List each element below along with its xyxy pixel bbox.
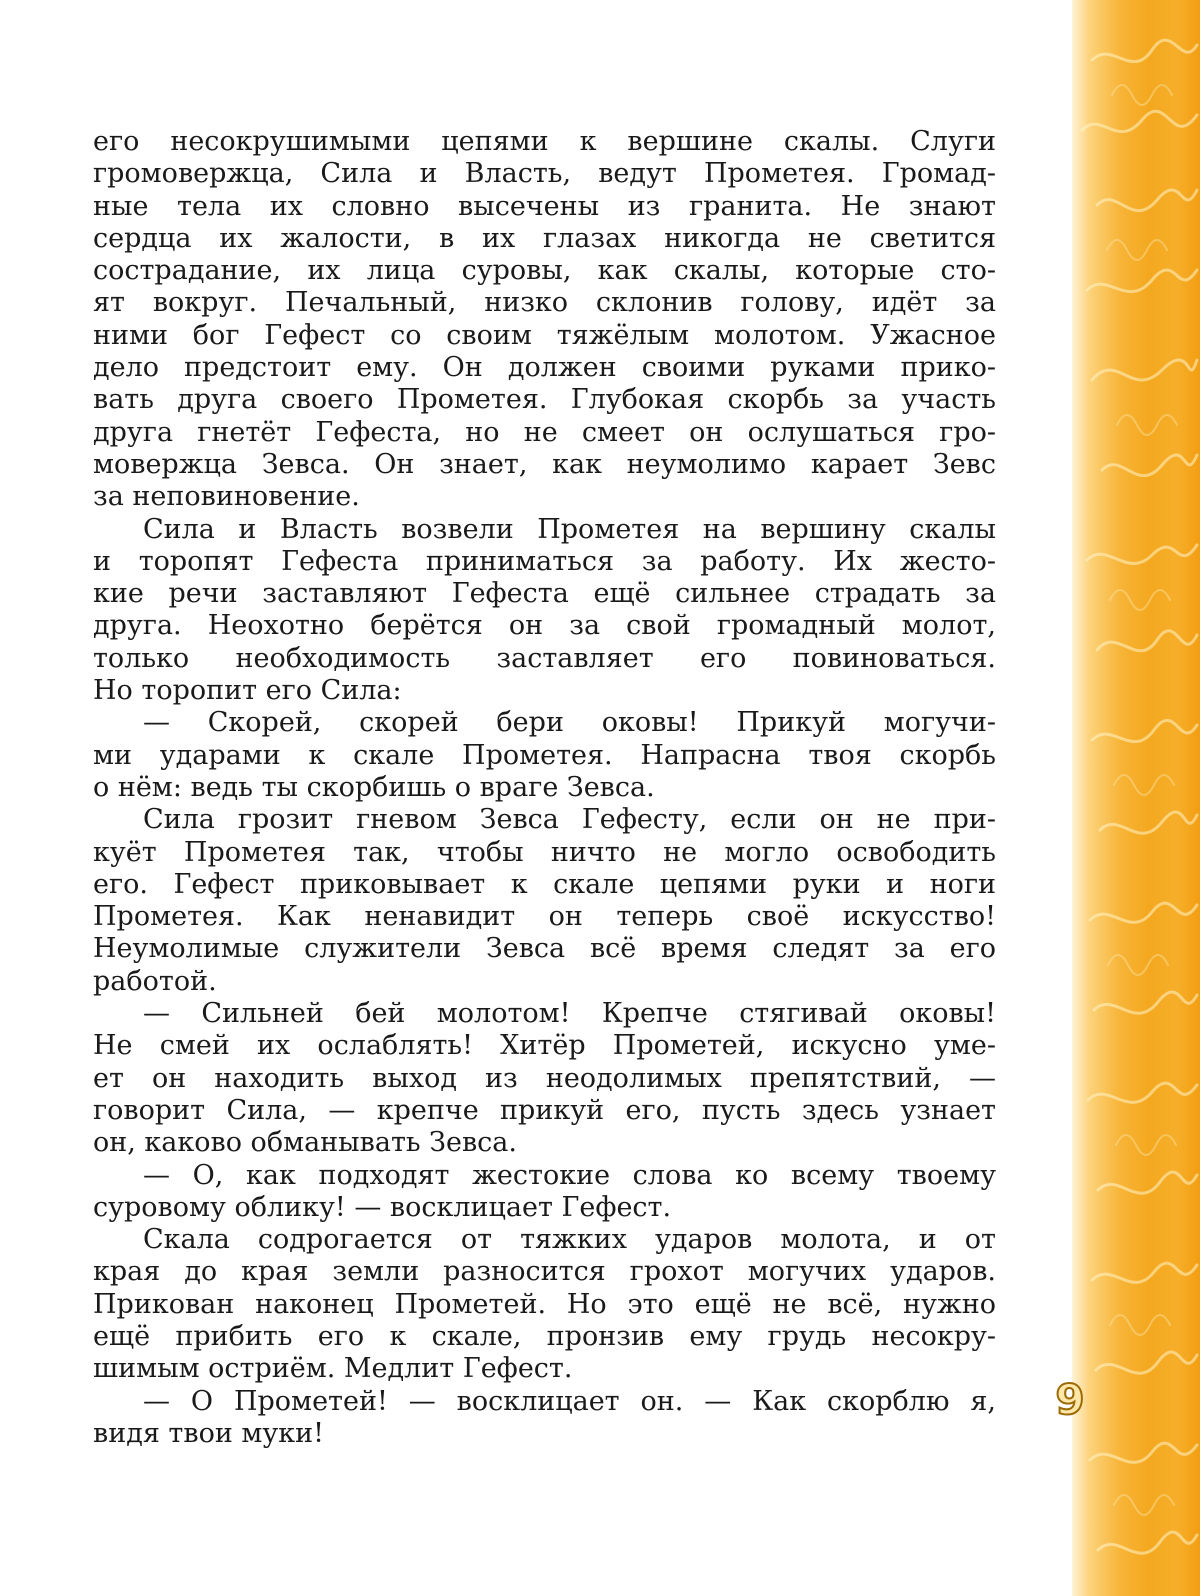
text-line: — Сильней бей молотом! Крепче стягивай оковы! xyxy=(143,998,996,1030)
text-line: дело предстоит ему. Он должен своими руками прико- xyxy=(93,352,996,384)
text-line: только необходимость заставляет его повиноваться. xyxy=(93,642,996,674)
text-line: Скала содрогается от тяжких ударов молота, и от xyxy=(143,1224,996,1256)
text-line: вать друга своего Прометея. Глубокая скорбь за участь xyxy=(93,384,996,416)
text-line: говорит Сила, — крепче прикуй его, пусть здесь узнает xyxy=(93,1094,996,1126)
text-line: громовержца, Сила и Власть, ведут Прометея. Громад- xyxy=(93,158,996,190)
text-line: друга. Неохотно берётся он за свой громадный молот, xyxy=(93,610,996,642)
paragraph xyxy=(93,998,996,1159)
text-line: ми ударами к скале Прометея. Напрасна твоя скорбь xyxy=(93,739,996,771)
text-line: его. Гефест приковывает к скале цепями руки и ноги xyxy=(93,868,996,900)
text-line: ные тела их словно высечены из гранита. Не знают xyxy=(93,190,996,222)
text-line: он, каково обманывать Зевса. xyxy=(93,1127,517,1159)
text-line: Сила грозит гневом Зевса Гефесту, если он не при- xyxy=(143,804,996,836)
paragraph xyxy=(93,804,996,998)
paragraph xyxy=(93,1160,996,1225)
text-line: Прометея. Как ненавидит он теперь своё искусство! xyxy=(93,901,996,933)
paragraph xyxy=(93,707,996,804)
text-line: Неумолимые служители Зевса всё время следят за его xyxy=(93,933,996,965)
text-line: и торопят Гефеста приниматься за работу. Их жесто- xyxy=(93,545,996,577)
page-number: 9 xyxy=(1055,1375,1085,1424)
text-line: шимым остриём. Медлит Гефест. xyxy=(93,1353,573,1385)
text-line: мовержца Зевса. Он знает, как неумолимо карает Зевс xyxy=(93,448,996,480)
text-line: Прикован наконец Прометей. Но это ещё не всё, нужно xyxy=(93,1288,996,1320)
text-line: ет он находить выход из неодолимых препятствий, — xyxy=(93,1062,996,1094)
text-line: Но торопит его Сила: xyxy=(93,675,402,707)
paragraph xyxy=(93,126,996,514)
main-text xyxy=(93,126,996,1450)
text-line: друга гнетёт Гефеста, но не смеет он ослушаться гро- xyxy=(93,416,996,448)
text-line: сердца их жалости, в их глазах никогда не светится xyxy=(93,222,996,254)
paragraph xyxy=(93,1224,996,1385)
text-line: работой. xyxy=(93,965,217,997)
text-line: кие речи заставляют Гефеста ещё сильнее страдать за xyxy=(93,578,996,610)
text-line: Сила и Власть возвели Прометея на вершину скалы xyxy=(143,513,996,545)
text-line: куёт Прометея так, чтобы ничто не могло освободить xyxy=(93,836,996,868)
text-line: сострадание, их лица суровы, как скалы, которые сто- xyxy=(93,255,996,287)
text-line: суровому облику! — восклицает Гефест. xyxy=(93,1191,672,1223)
text-line: ещё прибить его к скале, пронзив ему грудь несокру- xyxy=(93,1320,996,1352)
text-line: его несокрушимыми цепями к вершине скалы. Слуги xyxy=(93,126,996,157)
text-line: ними бог Гефест со своим тяжёлым молотом. Ужасное xyxy=(93,319,996,351)
text-line: ят вокруг. Печальный, низко склонив голову, идёт за xyxy=(93,287,996,319)
text-line: — О, как подходят жестокие слова ко всему твоему xyxy=(143,1159,996,1191)
text-line: — О Прометей! — восклицает он. — Как скорблю я, xyxy=(143,1385,996,1417)
text-line: о нём: ведь ты скорбишь о враге Зевса. xyxy=(93,771,655,803)
text-line: — Скорей, скорей бери оковы! Прикуй могучи- xyxy=(143,707,996,739)
decorative-margin-strip xyxy=(1072,0,1200,1596)
text-line: за неповиновение. xyxy=(93,481,360,513)
paragraph xyxy=(93,1386,996,1451)
handwriting-pattern xyxy=(1072,0,1200,1596)
text-line: видя твои муки! xyxy=(93,1417,325,1449)
paragraph xyxy=(93,514,996,708)
text-line: края до края земли разносится грохот могучих ударов. xyxy=(93,1256,996,1288)
text-line: Не смей их ослаблять! Хитёр Прометей, искусно уме- xyxy=(93,1030,996,1062)
